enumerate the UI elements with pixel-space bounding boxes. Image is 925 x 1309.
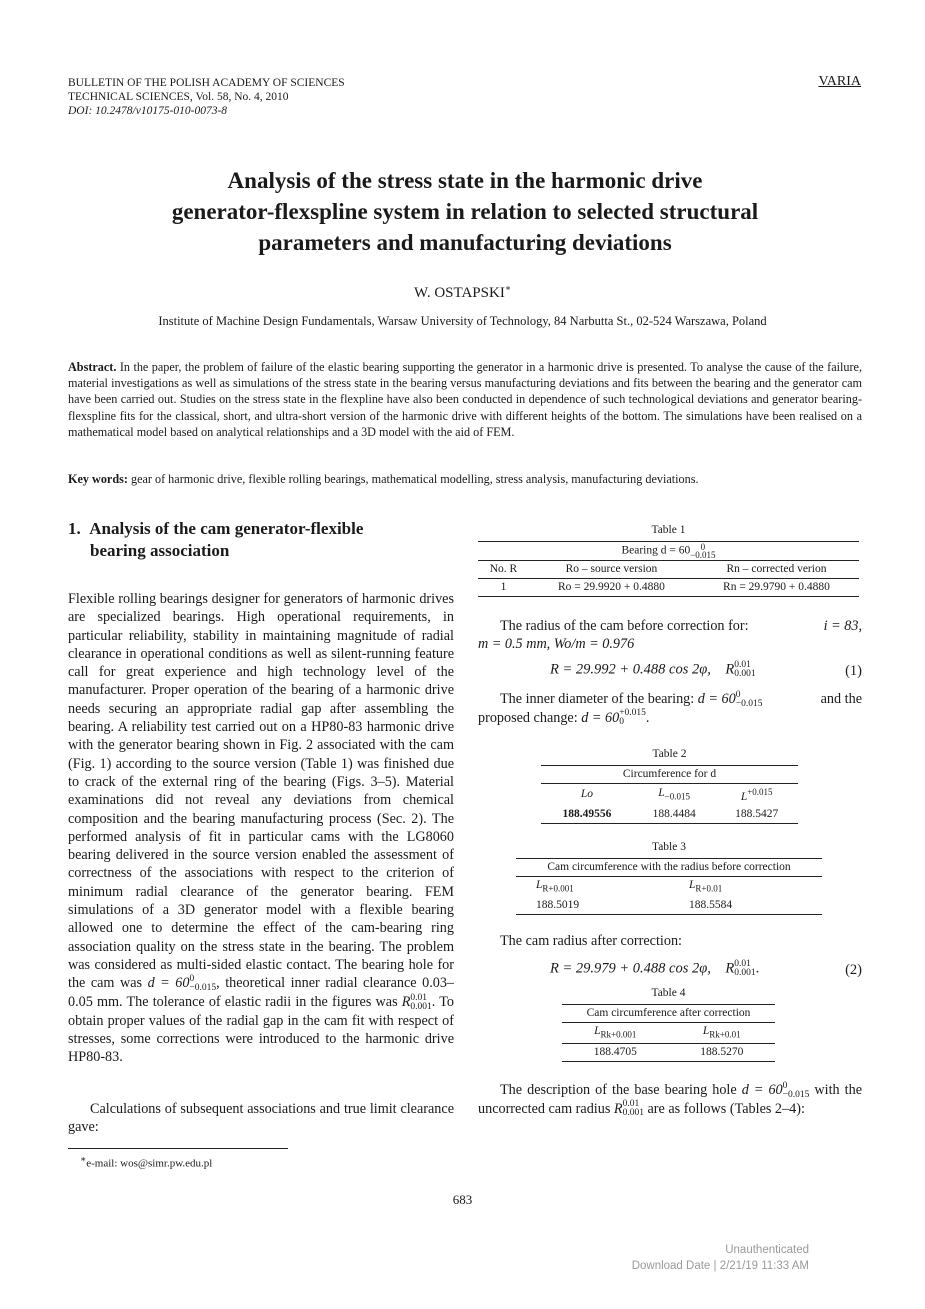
radius-intro-text: The radius of the cam before correction for: [500, 618, 749, 634]
inner-d: d = 60 [697, 691, 736, 707]
table-2-cell-3: 188.5427 [735, 807, 779, 820]
proposed-text: proposed change: [478, 709, 578, 726]
eq2-sup: 0.01 [734, 959, 751, 969]
table-2-cell-1: 188.49556 [562, 807, 612, 820]
desc-d: d = 60 [741, 1082, 783, 1098]
inner-diam-text: The inner diameter of the bearing: [500, 691, 695, 707]
eq1-body: R = 29.992 + 0.488 cos 2φ, [550, 661, 711, 678]
eq1-sup: 0.01 [734, 660, 751, 670]
keywords [68, 471, 862, 487]
p1-R-sup: 0.01 [410, 992, 428, 1003]
eq1-R: R [725, 661, 735, 678]
footnote [80, 1154, 212, 1170]
table-3-cell-1: 188.5019 [536, 899, 580, 912]
footnote-mark: ∗ [80, 1154, 87, 1164]
table-3-cell-2: 188.5584 [689, 899, 733, 912]
equation-2: R = 29.979 + 0.488 cos 2φ, R 0.01 0.001 . [550, 959, 760, 978]
table-2-header: Circumference for d [622, 768, 717, 780]
title-line-1: Analysis of the stress state in the harmonic drive [227, 168, 703, 193]
table-2-col-2: $L_{-0.015}$ [658, 786, 690, 802]
table-4-col-2: $L_{Rk+0.01}$ [702, 1025, 741, 1040]
inner-diameter: The inner diameter of the bearing: d = 60 0 −0.015 and the proposed change: d = 60 +0.015 0 . [478, 689, 862, 728]
eq2-body: R = 29.979 + 0.488 cos 2φ, [550, 960, 711, 977]
footnote-rule [68, 1148, 288, 1149]
footnote-text: e-mail: wos@simr.pw.edu.pl [86, 1157, 213, 1170]
desc-2: with the uncorrected cam radius [478, 1082, 863, 1117]
left-paragraph-1 [68, 590, 454, 1067]
eq1-script [734, 661, 755, 679]
radius-params-2: m = 0.5 mm, Wo/m = 0.976 [478, 636, 635, 653]
desc-d-script [783, 1082, 810, 1100]
p1-text: Flexible rolling bearings designer for generators of harmonic drives are specialized bearings. High operational requirements, in particular reliability, stability in maintaining magnitude of radial clearance in operational conditions as well as silent-running feature call for great experience and high technology level of the manufacturer. Proper operation of the bearing of a harmonic drive needs securing an appropriate radial gap after assembling the bearing. A reliability test carried out on a HP80-83 harmonic drive with the generator bearing shown in Fig. 2 associated with the cam (Fig. 1) according to the source version (Table 1) was finished due to crack of the external ring of the bearing (Figs. 3–5). Material examinations did not reveal any deviations from chemical composition and the bearing manufacturing process (Sec. 2). The performed analysis of fit in particular cams with the LG8060 bearing delivered in the source version enabled the assessment of correctness of the associations with respect to the criterion of minimum radial clearance of the generator bearing. FEM simulations of a 3D generator model with a flexible bearing allowed one to determine the effect of the cam-bearing ring association quality on the stress state in the bearing. The problem was considered as multi-sided elastic contact. The bearing hole for the cam was [68, 591, 454, 992]
table-4-cell-2: 188.5270 [700, 1046, 744, 1059]
table-3-caption: Table 3 [651, 841, 686, 853]
desc-1: The description of the base bearing hole [500, 1082, 737, 1098]
table-4-cell-1: 188.4705 [593, 1046, 637, 1059]
eq1-sub: 0.001 [734, 669, 756, 679]
desc-R-script [623, 1100, 644, 1118]
table-1-cell-ro: Ro = 29.9920 + 0.4880 [558, 581, 665, 593]
after-correction-text: The cam radius after correction: [500, 933, 682, 949]
prop-d-sup: +0.015 [619, 708, 646, 719]
p1-d-sup: 0 [189, 973, 195, 984]
eq2-R: R [725, 960, 735, 977]
affiliation: Institute of Machine Design Fundamentals, Warsaw University of Technology, 84 Narbutta St., 02-524 Warszawa, Poland [158, 314, 767, 328]
table-2-cell-2: 188.4484 [652, 807, 696, 820]
inner-d-script [736, 691, 763, 709]
page-number: 683 [452, 1192, 473, 1207]
prop-d: d = 60 [581, 709, 620, 726]
p1-R-sub: 0.001 [410, 1001, 432, 1012]
table-3 [516, 840, 822, 915]
table-1-col-no: No. R [489, 563, 518, 575]
section-title-2: bearing association [90, 541, 230, 560]
journal-name: BULLETIN OF THE POLISH ACADEMY OF SCIENCES [68, 77, 345, 89]
p1-end: . To obtain proper values of the radial gap in the cam fit with respect of stresses, some corrections were introduced to the harmonic drive HP80-83. [68, 993, 455, 1066]
table-2-col-1: Lo [580, 788, 593, 801]
desc-R-sub: 0.001 [622, 1108, 644, 1119]
radius-intro [478, 617, 862, 654]
table-3-header: Cam circumference with the radius before correction [547, 861, 791, 873]
table-2 [541, 747, 798, 824]
table-1-col-rn: Rn – corrected verion [726, 563, 827, 575]
author-name: W. OSTAPSKI [414, 285, 505, 301]
eq2-script [734, 960, 755, 978]
table-1-caption: Table 1 [651, 524, 686, 536]
radius-params: i = 83, [823, 618, 862, 634]
table-4-header: Cam circumference after correction [586, 1007, 751, 1019]
table-1-cell-no: 1 [500, 581, 507, 593]
table-1-span-header: Bearing d = 60 0 −0.015 [621, 542, 716, 560]
keywords-label: Key words: [68, 472, 128, 486]
prop-d-script [619, 709, 646, 727]
watermark-line-1: Unauthenticated [725, 1244, 809, 1256]
table-2-col-3: $L^{+0.015}$ [740, 787, 773, 803]
left-paragraph-2: Calculations of subsequent associations and true limit clearance gave: [68, 1101, 454, 1136]
desc-3: are as follows (Tables 2–4): [647, 1100, 805, 1117]
table-1-cell-rn: Rn = 29.9790 + 0.4880 [723, 581, 830, 593]
eq2-sub: 0.001 [734, 968, 756, 978]
desc-R-sup: 0.01 [622, 1099, 640, 1110]
abstract [68, 359, 862, 440]
abstract-label: Abstract. [68, 360, 117, 374]
desc-R: R [613, 1100, 623, 1117]
inner-and: and the [820, 691, 862, 707]
inner-d-sub: −0.015 [735, 698, 763, 709]
p1-mid: , theoretical inner radial clearance 0.03–0.05 mm. The tolerance of elastic radii in the figures was [68, 975, 455, 1010]
author [0, 283, 925, 302]
table-1 [478, 523, 859, 597]
equation-1 [550, 661, 756, 679]
p1-d-script [189, 975, 216, 993]
journal-volume: TECHNICAL SCIENCES, Vol. 58, No. 4, 2010 [68, 91, 289, 103]
p1-d: d = 60 [147, 975, 190, 992]
watermark-line-2: Download Date | 2/21/19 11:33 AM [631, 1260, 809, 1272]
section-number: 1. [68, 519, 81, 538]
title-line-3: parameters and manufacturing deviations [258, 230, 672, 255]
table-1-col-ro: Ro – source version [565, 563, 658, 575]
abstract-text: In the paper, the problem of failure of the elastic bearing supporting the generator in a harmonic drive is presented. To analyse the cause of the failure, material investigations as well as simulations of the stress state in the bearing versus manufacturing deviations and fits between the bearing and the generator cam have been carried out. Studies on the stress state in the flexpline have also been conducted in dependence of such technological deviations and generator bearing-flexspline fits for the classical, short, and ultra-short version of the harmonic drive with different heights of the bottom. The simulations have been realised on a mathematical model based on analytical relationships and a 3D model with the aid of FEM. [68, 360, 863, 439]
author-mark: ∗ [504, 283, 511, 293]
prop-d-sub: 0 [619, 717, 624, 728]
table-4-col-1: $L_{Rk+0.001}$ [594, 1025, 637, 1040]
section-heading [68, 518, 363, 562]
desc-d-sup: 0 [782, 1080, 788, 1091]
doi[interactable]: DOI: 10.2478/v10175-010-0073-8 [68, 105, 228, 117]
desc-d-sub: −0.015 [782, 1089, 810, 1100]
table-2-caption: Table 2 [652, 748, 687, 760]
title-line-2: generator-flexspline system in relation to selected structural [171, 199, 759, 224]
equation-1-number: (1) [845, 663, 862, 679]
section-label: VARIA [818, 74, 861, 89]
table-3-col-2: $L_{R+0.01}$ [689, 879, 723, 894]
table-3-col-1: $L_{R+0.001}$ [536, 879, 574, 894]
p1-R: R [401, 993, 411, 1010]
paper-title [60, 165, 870, 258]
inner-d-sup: 0 [735, 689, 741, 700]
equation-2-number: (2) [845, 962, 862, 978]
section-title-1: Analysis of the cam generator-flexible [89, 519, 364, 538]
keywords-text: gear of harmonic drive, flexible rolling bearings, mathematical modelling, stress analysis, manufacturing deviations. [130, 472, 699, 486]
base-bearing-desc [478, 1081, 862, 1118]
table-4 [562, 986, 775, 1062]
p1-d-sub: −0.015 [189, 982, 217, 993]
p1-R-script [410, 994, 431, 1012]
table-4-caption: Table 4 [651, 987, 686, 999]
